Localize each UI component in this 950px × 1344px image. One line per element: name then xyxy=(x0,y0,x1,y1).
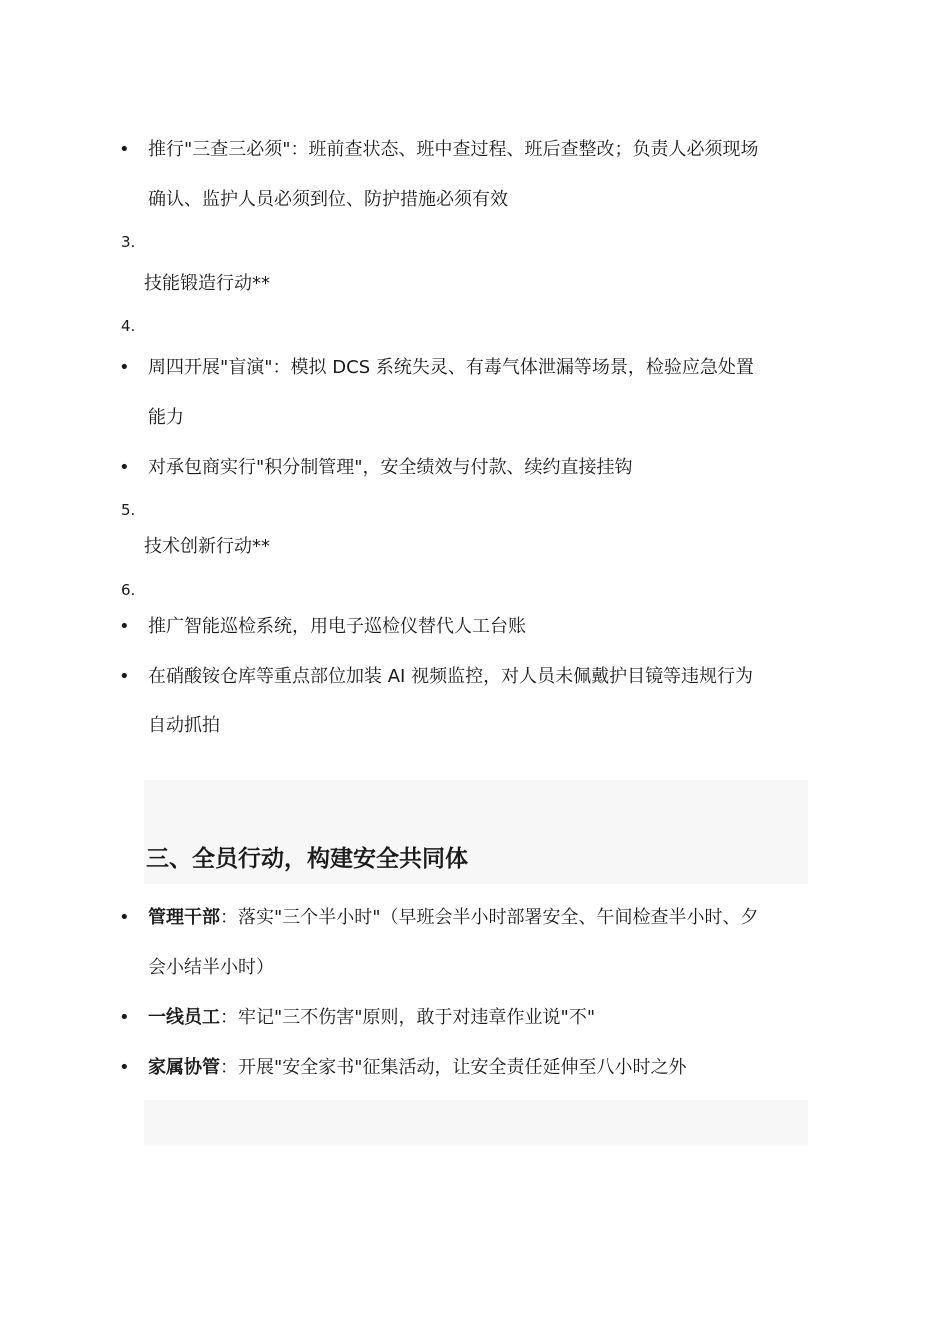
list-item-text: 推广智能巡检系统，用电子巡检仪替代人工台账 xyxy=(148,616,526,637)
bullet-dot: • xyxy=(119,1007,130,1028)
list-item-text xyxy=(148,906,759,930)
list-number: 5. xyxy=(121,501,136,519)
subheading: 技能锻造行动** xyxy=(144,273,270,294)
list-item-text: 自动抓拍 xyxy=(148,715,220,736)
role-text: ：落实"三个半小时"（早班会半小时部署安全、午间检查半小时、夕 xyxy=(220,907,759,928)
bullet-dot: • xyxy=(119,666,130,687)
list-item-text: 会小结半小时） xyxy=(148,957,274,978)
role-label: 家属协管 xyxy=(148,1057,220,1078)
list-item-text xyxy=(148,1006,595,1030)
list-item-text: 对承包商实行"积分制管理"，安全绩效与付款、续约直接挂钩 xyxy=(148,457,633,478)
role-text: ：开展"安全家书"征集活动，让安全责任延伸至八小时之外 xyxy=(220,1057,687,1078)
list-item-text: 能力 xyxy=(148,407,184,428)
bullet-dot: • xyxy=(119,907,130,928)
list-item-text xyxy=(148,1056,687,1080)
list-number: 6. xyxy=(121,581,136,599)
list-number: 3. xyxy=(121,233,136,251)
bullet-dot: • xyxy=(119,139,130,160)
list-item-text: 在硝酸铵仓库等重点部位加装 AI 视频监控，对人员未佩戴护目镜等违规行为 xyxy=(148,666,754,687)
list-item-text: 推行"三查三必须"：班前查状态、班中查过程、班后查整改；负责人必须现场 xyxy=(148,139,759,160)
bullet-dot: • xyxy=(119,1057,130,1078)
section-background xyxy=(144,1100,808,1146)
list-number: 4. xyxy=(121,317,136,335)
list-item-text: 周四开展"盲演"：模拟 DCS 系统失灵、有毒气体泄漏等场景，检验应急处置 xyxy=(148,357,754,378)
list-item-text: 确认、监护人员必须到位、防护措施必须有效 xyxy=(148,189,508,210)
section-heading: 三、全员行动，构建安全共同体 xyxy=(146,846,468,872)
role-label: 管理干部 xyxy=(148,907,220,928)
subheading: 技术创新行动** xyxy=(144,536,270,557)
role-label: 一线员工 xyxy=(148,1007,220,1028)
role-text: ：牢记"三不伤害"原则，敢于对违章作业说"不" xyxy=(220,1007,596,1028)
bullet-dot: • xyxy=(119,357,130,378)
bullet-dot: • xyxy=(119,457,130,478)
bullet-dot: • xyxy=(119,616,130,637)
